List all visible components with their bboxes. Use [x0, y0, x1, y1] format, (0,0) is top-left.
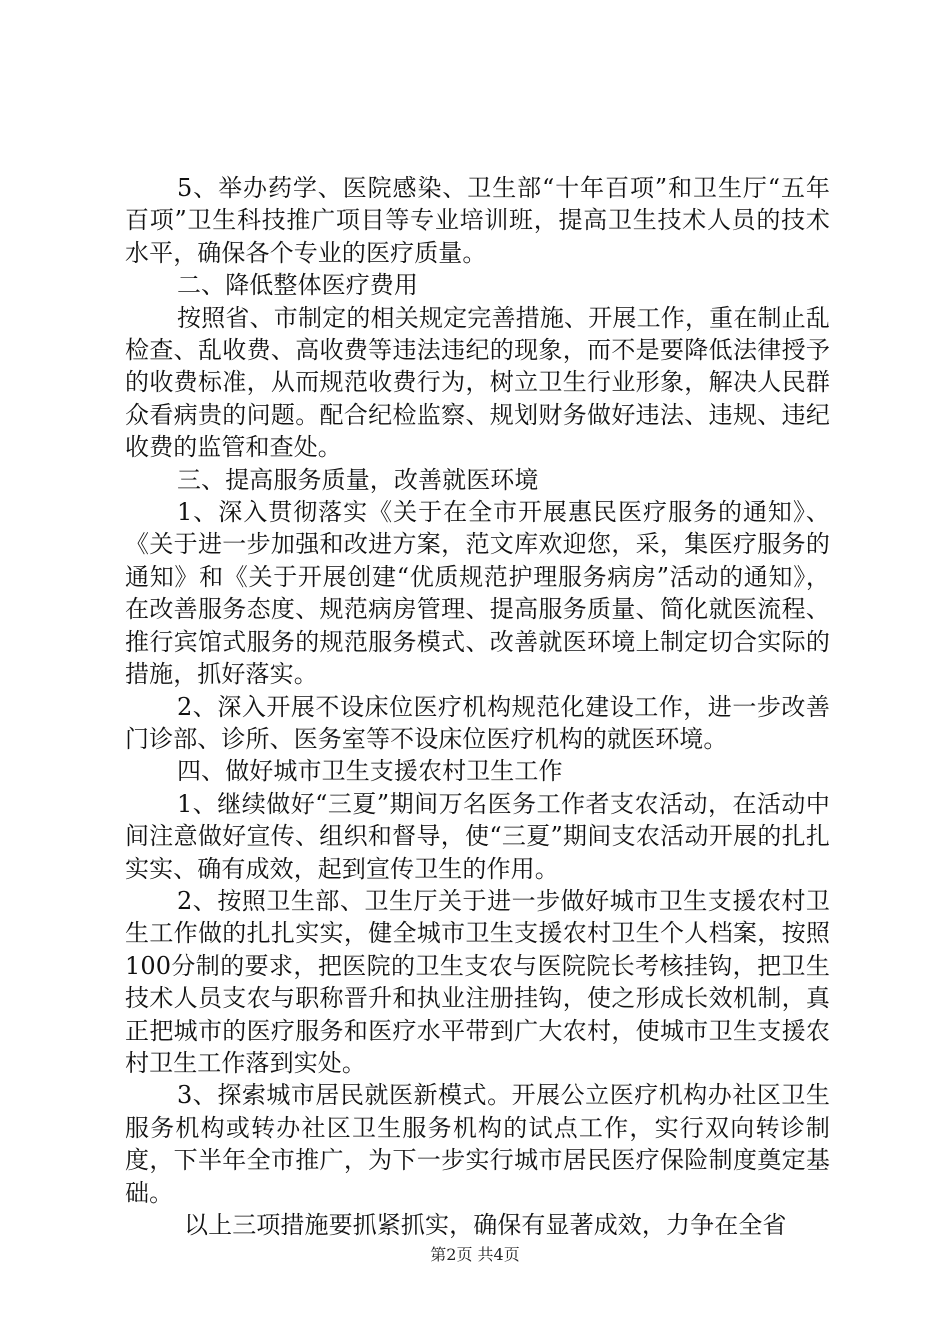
paragraph-service-item-2: 2、深入开展不设床位医疗机构规范化建设工作，进一步改善门诊部、诊所、医务室等不设床位医疗机构的就医环境。 [125, 692, 830, 753]
paragraph-item-5-training: 5、举办药学、医院感染、卫生部“十年百项”和卫生厅“五年百项”卫生科技推广项目等专业培训班，提高卫生技术人员的技术水平，确保各个专业的医疗质量。 [125, 174, 830, 267]
page-footer: 第2页 共4页 [430, 1245, 520, 1264]
paragraph-service-item-1: 1、深入贯彻落实《关于在全市开展惠民医疗服务的通知》、《关于进一步加强和改进方案，范文库欢迎您，采，集医疗服务的通知》和《关于开展创建“优质规范护理服务病房”活动的通知》，在改善服务态度、规范病房管理、提高服务质量、简化就医流程、推行宾馆式服务的规范服务模式、改善就医环境上制定切合实际的措施，抓好落实。 [125, 498, 830, 689]
paragraph-reduce-costs: 按照省、市制定的相关规定完善措施、开展工作，重在制止乱检查、乱收费、高收费等违法违纪的现象，而不是要降低法律授予的收费标准，从而规范收费行为，树立卫生行业形象，解决人民群众看病贵的问题。配合纪检监察、规划财务做好违法、违规、违纪收费的监管和查处。 [125, 303, 830, 462]
document-body [125, 172, 830, 1241]
section-heading-reduce-costs: 二、降低整体医疗费用 [177, 271, 418, 300]
section-heading-rural-support: 四、做好城市卫生支援农村卫生工作 [177, 757, 563, 786]
paragraph-rural-item-1: 1、继续做好“三夏”期间万名医务工作者支农活动，在活动中间注意做好宣传、组织和督导，使“三夏”期间支农活动开展的扎扎实实、确有成效，起到宣传卫生的作用。 [125, 789, 830, 883]
paragraph-rural-item-3: 3、探索城市居民就医新模式。开展公立医疗机构办社区卫生服务机构或转办社区卫生服务机构的试点工作，实行双向转诊制度，下半年全市推广，为下一步实行城市居民医疗保险制度奠定基础。 [125, 1081, 830, 1207]
paragraph-conclusion: 以上三项措施要抓紧抓实，确保有显著成效，力争在全省 [184, 1211, 787, 1239]
section-heading-service-quality: 三、提高服务质量，改善就医环境 [177, 465, 539, 494]
paragraph-rural-item-2: 2、按照卫生部、卫生厅关于进一步做好城市卫生支援农村卫生工作做的扎扎实实，健全城市卫生支援农村卫生个人档案，按照100分制的要求，把医院的卫生支农与医院院长考核挂钩，把卫生技术人员支农与职称晋升和执业注册挂钩，使之形成长效机制，真正把城市的医疗服务和医疗水平带到广大农村，使城市卫生支援农村卫生工作落到实处。 [125, 886, 830, 1077]
